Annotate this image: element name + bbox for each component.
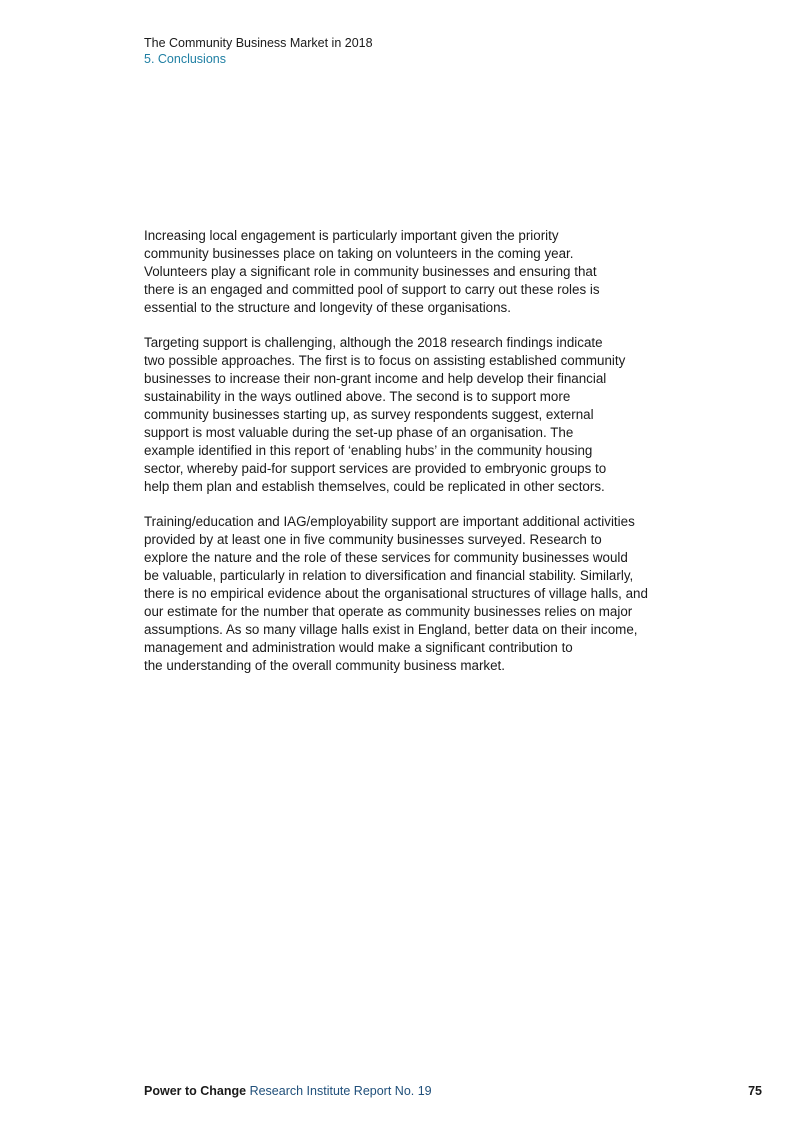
section-title: 5. Conclusions [144,52,226,66]
document-title: The Community Business Market in 2018 [144,36,373,50]
paragraph-local-engagement: Increasing local engagement is particularly important given the priority community businesses place on taking on volunteers in the coming year. Volunteers play a significant role in community businesses and ensuring that there is an engaged and committed pool of support to carry out these roles is essential to the structure and longevity of these organisations. [144,228,600,315]
paragraph-training-education: Training/education and IAG/employability support are important additional activities provided by at least one in five community businesses surveyed. Research to explore the nature and the role of these services for community businesses would be valuable, particularly in relation to diversification and financial stability. Similarly, there is no empirical evidence about the organisational structures of village halls, and our estimate for the number that operate as community businesses relies on major assumptions. As so many village halls exist in England, better data on their income, management and administration would make a significant contribution to the understanding of the overall community business market. [144,514,648,673]
footer-report: Research Institute Report No. 19 [249,1084,432,1098]
paragraph-targeting-support: Targeting support is challenging, although the 2018 research findings indicate two possible approaches. The first is to focus on assisting established community businesses to increase their non-grant income and help develop their financial sustainability in the ways outlined above. The second is to support more community businesses starting up, as survey respondents suggest, external support is most valuable during the set-up phase of an organisation. The example identified in this report of ‘enabling hubs’ in the community housing sector, whereby paid-for support services are provided to embryonic groups to help them plan and establish themselves, could be replicated in other sectors. [144,335,626,494]
body-text [144,227,674,692]
page-footer [144,1083,762,1099]
footer-label [144,1083,432,1099]
page-number: 75 [748,1084,762,1098]
footer-brand: Power to Change [144,1084,247,1098]
page-header [144,35,373,67]
